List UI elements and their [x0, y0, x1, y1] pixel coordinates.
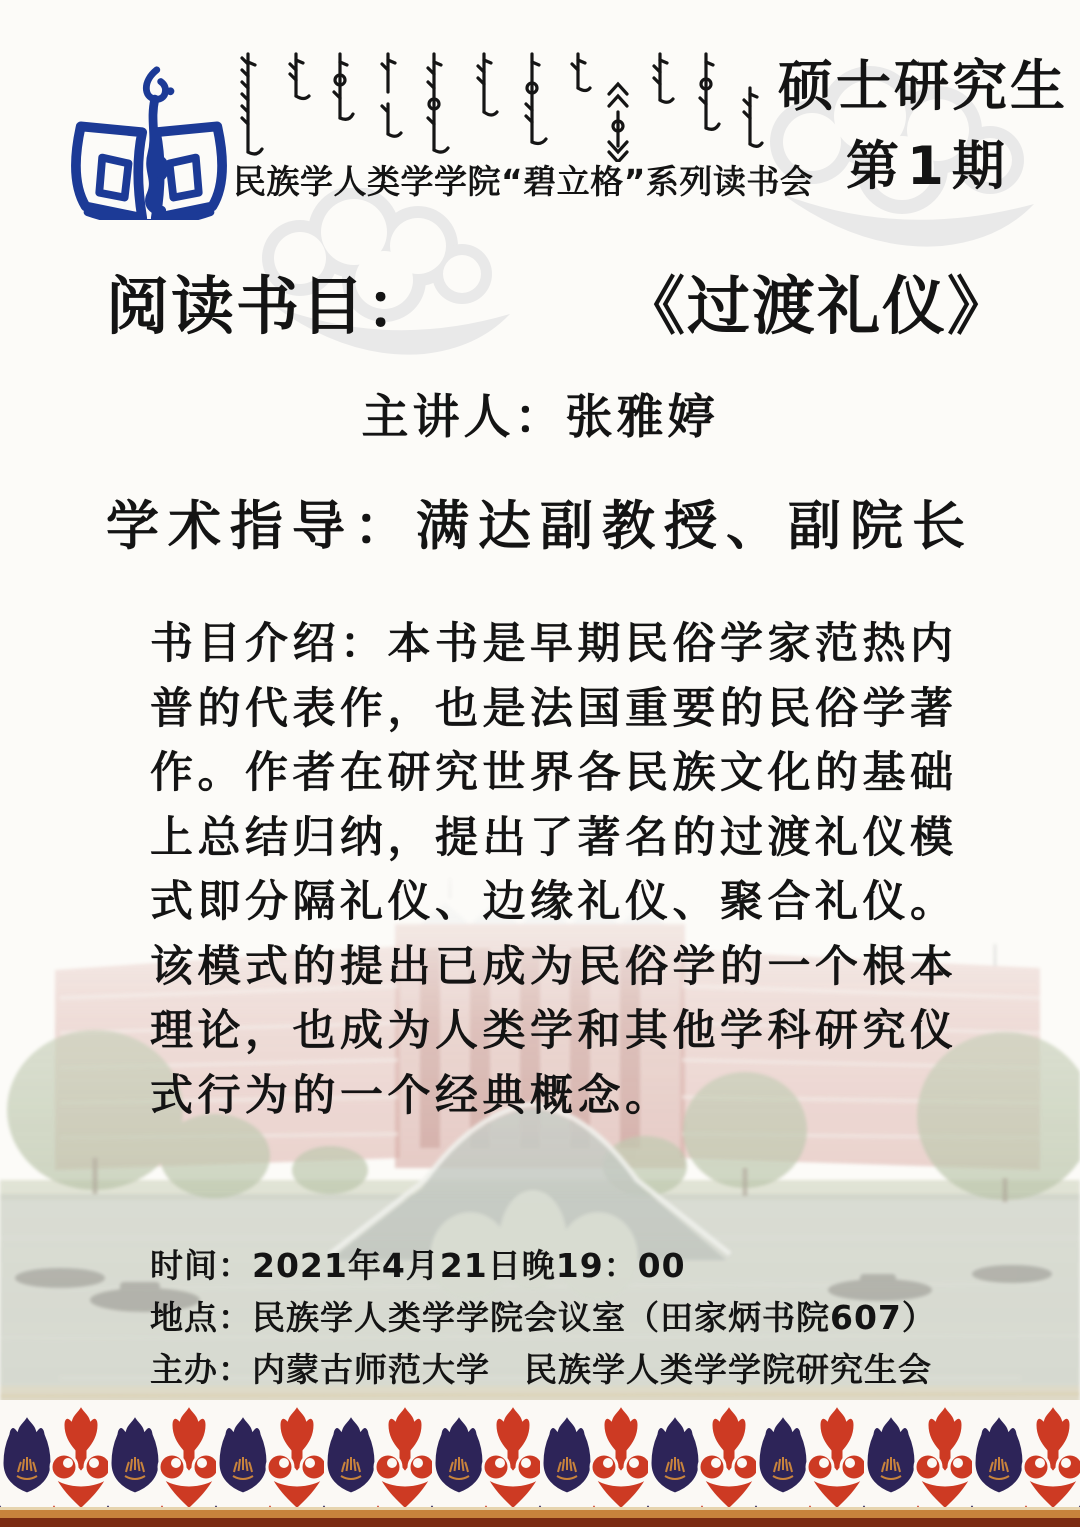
intro-line: 作。作者在研究世界各民族文化的基础	[150, 748, 958, 798]
reading-title-row	[106, 256, 1012, 347]
reading-title-book: 《过渡礼仪》	[622, 270, 1012, 343]
advisor-line: 学术指导：满达副教授、副院长	[106, 496, 974, 557]
speaker-line: 主讲人：张雅婷	[361, 390, 719, 445]
book-intro-paragraph	[150, 612, 1010, 1128]
intro-line: 书目介绍：本书是早期民俗学家范热内	[150, 619, 958, 669]
time-line: 时间：2021年4月21日晚19：00	[150, 1246, 686, 1285]
program-name: 硕士研究生	[778, 54, 1069, 118]
intro-line: 式即分隔礼仪、边缘礼仪、聚合礼仪。	[150, 877, 958, 927]
mongolian-script-icon	[236, 48, 768, 162]
host-line: 主办：内蒙古师范大学 民族学人类学学院研究生会	[150, 1350, 932, 1389]
intro-line: 普的代表作，也是法国重要的民俗学著	[150, 683, 958, 734]
issue-label: 第1期	[846, 136, 1013, 197]
club-series-line: 民族学人类学学院“碧立格”系列读书会	[233, 162, 814, 201]
intro-line: 理论，也成为人类学和其他学科研究仪	[150, 1006, 958, 1056]
event-details	[150, 1240, 936, 1396]
open-book-logo-icon	[56, 64, 242, 220]
reading-title-label: 阅读书目：	[106, 270, 431, 343]
intro-line: 该模式的提出已成为民俗学的一个根本	[150, 941, 958, 992]
intro-line: 式行为的一个经典概念。	[150, 1070, 673, 1121]
intro-line: 上总结归纳，提出了著名的过渡礼仪模	[150, 812, 958, 863]
place-line: 地点：民族学人类学学院会议室（田家炳书院607）	[150, 1298, 936, 1337]
ethnic-border-pattern	[0, 1400, 1080, 1527]
